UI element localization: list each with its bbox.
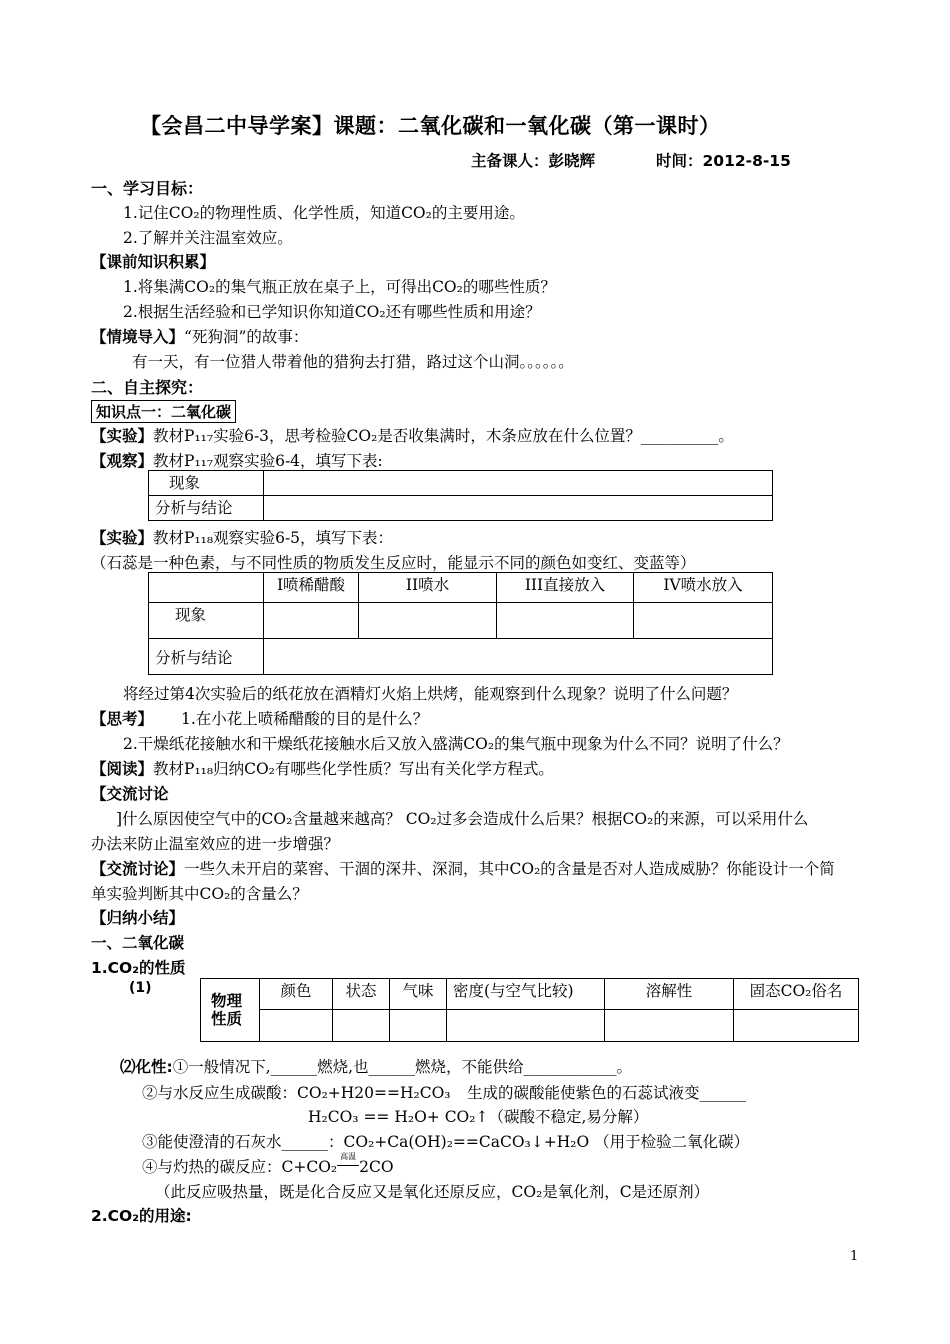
chem-3: ③能使澄清的石灰水______：CO₂+Ca(OH)₂==CaCO₃↓+H₂O （用于检验二氧化碳） [142,1133,750,1151]
chem-line-1 [120,1055,632,1077]
exp1-text: 教材P₁₁₇实验6-3，思考检验CO₂是否收集满时，木条应放在什么位置？__________。 [153,427,734,445]
read-text: 教材P₁₁₈归纳CO₂有哪些化学性质？写出有关化学方程式。 [153,760,554,778]
chem-4-condition: 高温 [337,1158,359,1176]
table-physical-properties [200,978,859,1042]
table-experiment-6-5 [148,572,773,675]
table-observation-6-4 [148,470,773,521]
summary-section-1: 一、二氧化碳 [91,934,185,952]
discussion2-line2: 单实验判断其中CO₂的含量么？ [91,885,308,903]
read-line [91,757,554,779]
discussion1-line2: 办法来防止温室效应的进一步增强？ [91,835,340,853]
obs-text: 教材P₁₁₇观察实验6-4，填写下表: [153,452,383,470]
table2-row1-label: 现象 [149,603,264,639]
table2-row2-label: 分析与结论 [149,639,264,675]
table3-cell-dry-ice[interactable] [734,1010,859,1042]
think-2: 2.干燥纸花接触水和干燥纸花接触水后又放入盛满CO₂的集气瓶中现象为什么不同？说明了什么？ [123,735,789,753]
table2-col1: I喷稀醋酸 [264,573,359,603]
exp1-line [91,424,734,446]
think-1: 1.在小花上喷稀醋酸的目的是什么？ [181,710,429,728]
table2-corner [149,573,264,603]
date: 时间：2012-8-15 [656,152,791,170]
intro-heading-rest: “死狗洞”的故事： [184,328,309,346]
table1-row1-label: 现象 [149,471,264,496]
chem-1: ①一般情况下,______燃烧,也______燃烧，不能供给____________。 [172,1058,633,1076]
goals-heading: 一、学习目标： [91,179,204,198]
discussion2-line1: 一些久未开启的菜窖、干涸的深井、深洞，其中CO₂的含量是否对人造成威胁？你能设计一个简 [184,860,835,878]
table2-row2-cell[interactable] [264,639,773,675]
table1-row1-cell[interactable] [264,471,773,496]
goal-1: 1.记住CO₂的物理性质、化学性质，知道CO₂的主要用途。 [123,204,525,222]
table2-cell-1-1[interactable] [264,603,359,639]
author: 主备课人：彭晓辉 [471,152,596,170]
think-tag: 【思考】 [91,710,154,728]
table3-cell-color[interactable] [260,1010,333,1042]
intro-line [91,325,308,347]
discussion2-tag: 【交流讨论】 [91,860,185,878]
table2-col4: IV喷水放入 [634,573,773,603]
intro-heading: 【情境导入】 [91,328,185,346]
obs-tag: 【观察】 [91,452,154,470]
table3-col4: 密度(与空气比较) [447,979,605,1010]
page-title: 【会昌二中导学案】课题：二氧化碳和一氧化碳（第一课时） [140,114,721,138]
prior-heading: 【课前知识积累】 [91,253,216,271]
summary-heading: 【归纳小结】 [91,909,185,927]
explore-heading: 二、自主探究： [91,378,204,397]
chem-2b: 生成的碳酸能使紫色的石蕊试液变______ [467,1084,747,1102]
table3-cell-state[interactable] [333,1010,390,1042]
chem-4 [142,1152,394,1177]
chem-4-note: （此反应吸热量，既是化合反应又是氧化还原反应，CO₂是氧化剂，C是还原剂） [155,1183,710,1201]
discussion1-tag: 【交流讨论 [91,785,169,803]
goal-2: 2.了解并关注温室效应。 [123,229,293,247]
table3-rowhead: 物理性质 [201,979,260,1042]
exp1-tag: 【实验】 [91,427,154,445]
co2-properties-heading: 1.CO₂的性质 [91,959,186,977]
discussion2-line [91,857,835,879]
obs-line [91,449,383,471]
table3-cell-odor[interactable] [390,1010,447,1042]
table2-cell-1-3[interactable] [497,603,634,639]
chem-label: ⑵化性: [120,1058,173,1076]
table2-col2: II喷水 [359,573,497,603]
chem-4a: ④与灼热的碳反应：C+CO₂ [142,1158,338,1176]
prior-q1: 1.将集满CO₂的集气瓶正放在桌子上，可得出CO₂的哪些性质？ [123,278,556,296]
physical-label: (1) [129,980,152,996]
prior-q2: 2.根据生活经验和已学知识你知道CO₂还有哪些性质和用途？ [123,303,541,321]
table3-cell-density[interactable] [447,1010,605,1042]
bake-question: 将经过第4次实验后的纸花放在酒精灯火焰上烘烤，能观察到什么现象？说明了什么问题？ [123,685,738,703]
intro-story: 有一天，有一位猎人带着他的猎狗去打猎，路过这个山洞。。。。。。 [132,353,574,371]
read-tag: 【阅读】 [91,760,154,778]
table2-cell-1-4[interactable] [634,603,773,639]
chem-2c: H₂CO₃ == H₂O+ CO₂↑（碳酸不稳定,易分解） [308,1108,649,1126]
litmus-note: （石蕊是一种色素，与不同性质的物质发生反应时，能显示不同的颜色如变红、变蓝等） [91,554,696,572]
discussion1-line1: ]什么原因使空气中的CO₂含量越来越高？ CO₂过多会造成什么后果？根据CO₂的来源，可以采用什么 [116,810,809,828]
table3-col5: 溶解性 [605,979,734,1010]
co2-uses-heading: 2.CO₂的用途: [91,1207,192,1225]
table3-cell-solubility[interactable] [605,1010,734,1042]
table3-col6: 固态CO₂俗名 [734,979,859,1010]
chem-2a: ②与水反应生成碳酸：CO₂+H20==H₂CO₃ [142,1084,451,1102]
exp2-line [91,526,393,548]
table3-col1: 颜色 [260,979,333,1010]
exp2-tag: 【实验】 [91,529,154,547]
exp2-text: 教材P₁₁₈观察实验6-5，填写下表： [153,529,394,547]
table2-cell-1-2[interactable] [359,603,497,639]
knowledge-point-1: 知识点一：二氧化碳 [91,400,236,423]
table1-row2-cell[interactable] [264,496,773,521]
table3-col3: 气味 [390,979,447,1010]
table1-row2-label: 分析与结论 [149,496,264,521]
table2-col3: III直接放入 [497,573,634,603]
page-number: 1 [850,1249,859,1264]
table3-col2: 状态 [333,979,390,1010]
think-line [91,707,428,729]
chem-4b: 2CO [359,1158,394,1176]
